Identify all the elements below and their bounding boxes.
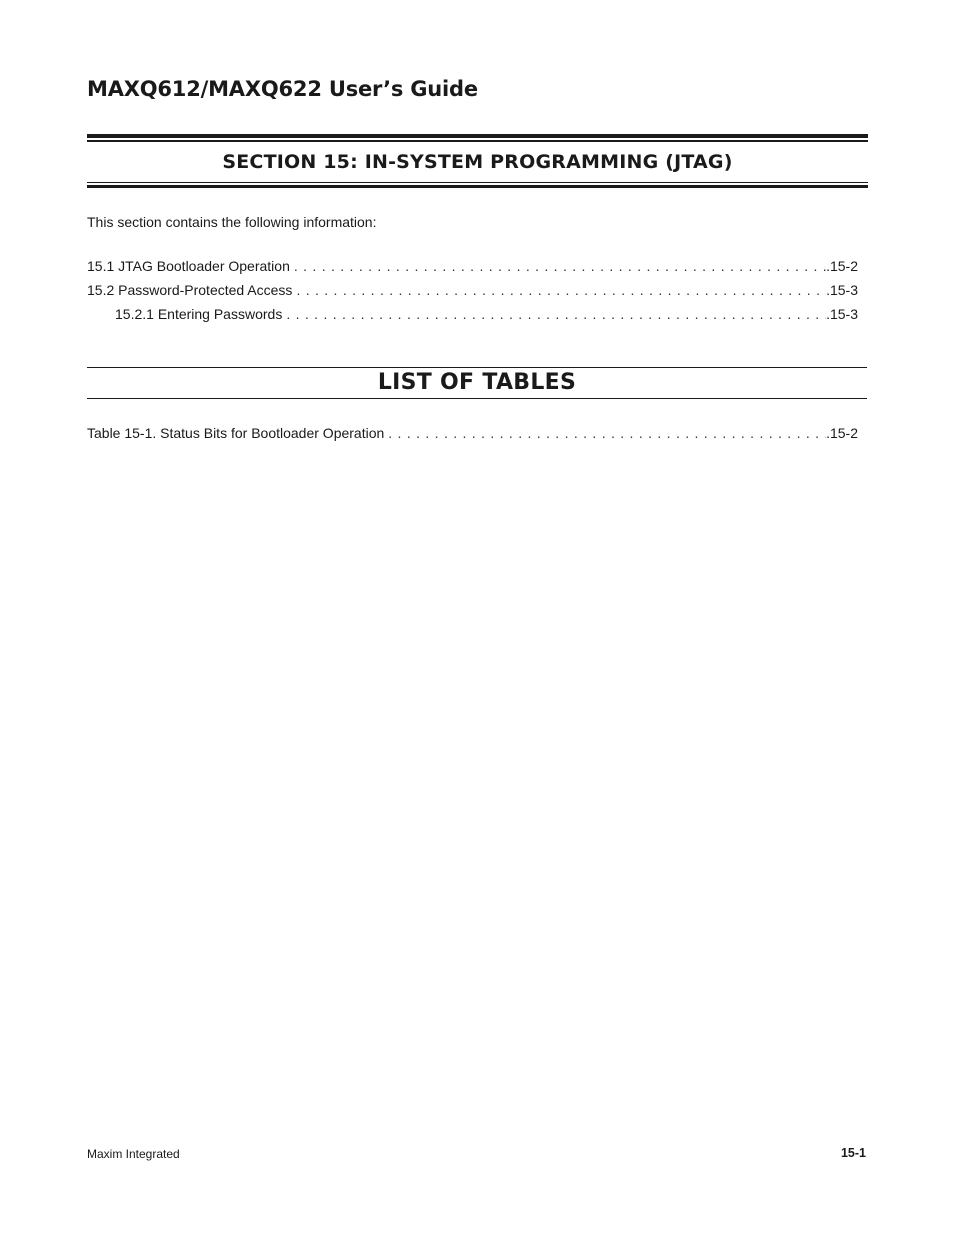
table-of-contents xyxy=(87,258,858,330)
toc-entry-label: 15.1 JTAG Bootloader Operation xyxy=(87,258,290,274)
section-bottom-rule-thick xyxy=(87,185,868,188)
toc-entry[interactable] xyxy=(87,282,858,306)
list-of-tables-heading: LIST OF TABLES xyxy=(377,370,577,395)
toc-dot-leader xyxy=(384,425,826,441)
document-title: MAXQ612/MAXQ622 User’s Guide xyxy=(87,77,478,101)
section-heading: SECTION 15: IN-SYSTEM PROGRAMMING (JTAG) xyxy=(222,150,733,173)
toc-dot-leader xyxy=(290,258,826,274)
table-list-entry[interactable] xyxy=(87,425,858,449)
toc-entry-page: .15-3 xyxy=(826,282,858,298)
footer-company: Maxim Integrated xyxy=(87,1147,180,1161)
list-of-tables xyxy=(87,425,858,449)
toc-subentry[interactable] xyxy=(87,306,858,330)
footer-page-number: 15-1 xyxy=(840,1146,866,1160)
toc-entry-page: .15-2 xyxy=(826,258,858,274)
toc-dot-leader xyxy=(292,282,826,298)
table-list-entry-page: .15-2 xyxy=(826,425,858,441)
toc-dot-leader xyxy=(282,306,826,322)
toc-entry-label: 15.2 Password-Protected Access xyxy=(87,282,293,298)
table-list-entry-label: Table 15-1. Status Bits for Bootloader Operation xyxy=(87,425,385,441)
toc-entry-label: 15.2.1 Entering Passwords xyxy=(115,306,283,322)
section-intro: This section contains the following information: xyxy=(87,214,377,230)
toc-entry-page: .15-3 xyxy=(826,306,858,322)
section-banner xyxy=(87,134,868,188)
list-of-tables-banner xyxy=(87,367,867,399)
toc-entry[interactable] xyxy=(87,258,858,282)
